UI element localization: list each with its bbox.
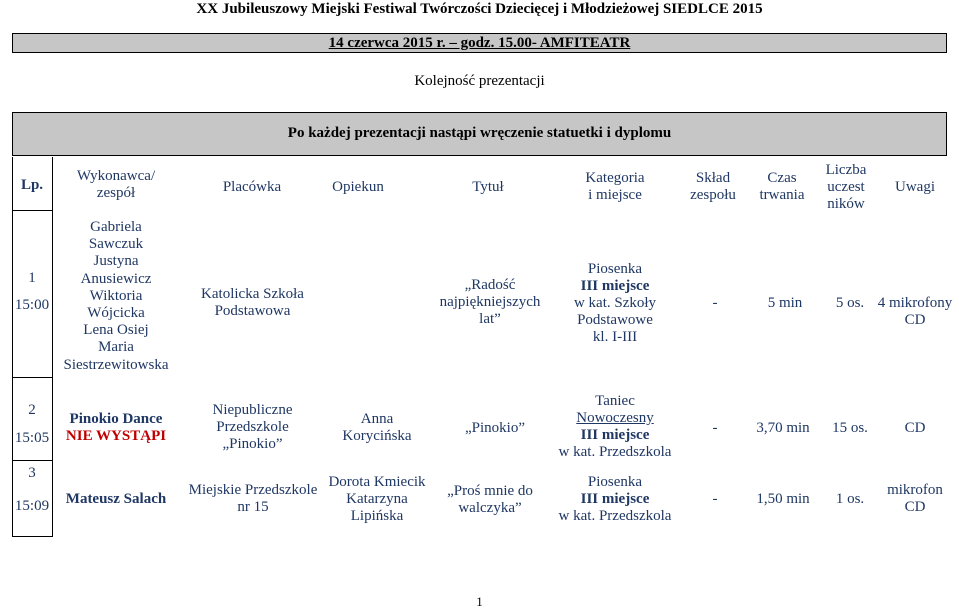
- header-sklad-line1: Skład: [695, 170, 731, 186]
- header-sklad-line2: zespołu: [690, 187, 736, 203]
- table-row-1-sklad: -: [712, 295, 718, 311]
- performer-line: Wójcicka: [87, 305, 145, 322]
- header-czas-line2: trwania: [759, 187, 805, 203]
- performer-line: Gabriela: [90, 219, 142, 235]
- header-placowka: Placówka: [222, 179, 282, 195]
- header-czas: [752, 170, 812, 204]
- table-row-1-tytul: [425, 277, 555, 328]
- performer-line: Pinokio Dance: [69, 411, 163, 427]
- table-row-3-sklad: -: [712, 491, 718, 507]
- kategoria-line: w kat. Przedszkola: [558, 444, 672, 460]
- table-row-2-tytul: [435, 420, 555, 437]
- uwagi-line: CD: [904, 312, 926, 328]
- table-row-1-placowka: [185, 286, 320, 320]
- table-row-2-performers: [56, 411, 176, 445]
- row-3-time: 15:09: [14, 498, 50, 514]
- kategoria-line: w kat. Szkoły: [573, 295, 657, 311]
- placowka-line: Miejskie Przedszkole: [188, 482, 318, 498]
- row-divider-2: [12, 460, 53, 461]
- opiekun-line: Katarzyna: [346, 491, 408, 507]
- header-liczba-line1: Liczba: [825, 162, 867, 178]
- table-row-1-uwagi: [872, 295, 958, 329]
- note-text: Po każdej prezentacji nastąpi wręczenie statuetki i dyplomu: [287, 125, 672, 141]
- header-tytul: Tytuł: [472, 179, 504, 195]
- table-row-1-lp: [12, 270, 52, 314]
- performer-line: Siestrzewitowska: [63, 356, 169, 373]
- table-row-3-uwagi: [872, 482, 958, 516]
- placowka-line: Katolicka Szkoła: [201, 286, 304, 302]
- table-row-3-tytul: [430, 483, 550, 517]
- opiekun-line: Anna: [360, 411, 394, 427]
- kategoria-place: III miejsce: [580, 491, 650, 507]
- kategoria-line: Taniec: [595, 393, 635, 409]
- table-row-2-lp: [12, 402, 52, 447]
- header-uwagi: Uwagi: [895, 179, 935, 195]
- placowka-line: nr 15: [237, 499, 269, 515]
- placowka-line: „Pinokio”: [222, 436, 283, 452]
- table-row-2-sklad: -: [712, 420, 718, 436]
- kategoria-line: Piosenka: [587, 474, 643, 490]
- order-label: Kolejność prezentacji: [414, 73, 545, 89]
- table-row-2-placowka: [180, 402, 325, 453]
- placowka-line: Niepubliczne: [212, 402, 293, 418]
- date-text: 14 czerwca 2015 r. – godz. 15.00- AMFITEATR: [328, 35, 631, 51]
- table-row-2-kategoria: [552, 393, 678, 461]
- performer-line: Anusiewicz: [80, 270, 152, 287]
- table-row-2-opiekun: [322, 411, 432, 445]
- header-sklad: [678, 170, 748, 204]
- tytul-line: najpiękniejszych: [439, 294, 541, 310]
- tytul-line: walczyka”: [458, 500, 522, 516]
- tytul-line: lat”: [479, 311, 501, 327]
- uwagi-line: CD: [904, 420, 926, 436]
- row-1-time: 15:00: [14, 297, 50, 313]
- performer-line: Justyna: [93, 253, 139, 270]
- table-row-1-czas: 5 min: [767, 295, 803, 311]
- opiekun-line: Dorota Kmiecik: [328, 474, 426, 490]
- placowka-line: Podstawowa: [214, 303, 291, 319]
- kategoria-place: III miejsce: [580, 427, 650, 443]
- opiekun-line: Korycińska: [342, 428, 412, 444]
- header-kategoria-line1: Kategoria: [585, 170, 645, 186]
- header-czas-line1: Czas: [767, 170, 797, 186]
- date-bar: [12, 33, 947, 53]
- tytul-line: „Proś mnie do: [447, 483, 533, 499]
- header-liczba-line2: uczest: [827, 179, 865, 195]
- performer-line: Sawczuk: [88, 236, 144, 253]
- table-row-3-placowka: [178, 482, 328, 516]
- kategoria-line: Nowoczesny: [576, 410, 654, 426]
- tytul-line: „Pinokio”: [465, 420, 525, 436]
- row-divider-1: [12, 377, 53, 378]
- table-row-1-performers: [56, 219, 176, 374]
- opiekun-line: Lipińska: [350, 508, 404, 524]
- note-bar: [12, 112, 947, 156]
- table-row-3-opiekun: [322, 474, 432, 525]
- table-row-1-liczba: 5 os.: [835, 295, 865, 311]
- row-divider-header: [12, 210, 53, 211]
- kategoria-place: III miejsce: [580, 278, 650, 294]
- row-1-number: 1: [28, 270, 36, 286]
- table-row-3-kategoria: [552, 474, 678, 525]
- kategoria-line: Podstawowe: [577, 312, 653, 328]
- table-row-1-kategoria: [555, 261, 675, 346]
- header-kategoria: [560, 170, 670, 204]
- kategoria-line: w kat. Przedszkola: [558, 508, 672, 524]
- performer-line: Maria: [98, 339, 134, 356]
- performer-line: Mateusz Salach: [65, 491, 167, 507]
- table-row-2-uwagi: [872, 420, 958, 437]
- uwagi-line: CD: [904, 499, 926, 515]
- table-row-2-czas: 3,70 min: [756, 420, 810, 436]
- uwagi-line: mikrofon: [887, 482, 943, 498]
- row-3-number: 3: [28, 465, 36, 481]
- header-kategoria-line2: i miejsce: [588, 187, 642, 203]
- placowka-line: Przedszkole: [216, 419, 289, 435]
- table-border-bottom: [12, 536, 53, 537]
- status-badge: NIE WYSTĄPI: [65, 428, 167, 444]
- document-title: XX Jubileuszowy Miejski Festiwal Twórczości Dziecięcej i Młodzieżowej SIEDLCE 2015: [196, 1, 763, 17]
- uwagi-line: 4 mikrofony: [877, 295, 953, 311]
- header-lp: Lp.: [20, 177, 44, 193]
- table-row-3-performers: [56, 491, 176, 508]
- header-liczba: [816, 162, 876, 213]
- kategoria-line: Piosenka: [587, 261, 643, 277]
- tytul-line: „Radość: [464, 277, 516, 293]
- kategoria-line: kl. I-III: [592, 329, 638, 345]
- table-row-3-liczba: 1 os.: [835, 491, 865, 507]
- table-row-2-liczba: 15 os.: [832, 420, 868, 436]
- row-2-time: 15:05: [14, 430, 50, 446]
- header-wykonawca-line1: Wykonawca/: [76, 168, 156, 184]
- table-row-3-czas: 1,50 min: [756, 491, 810, 507]
- column-divider-lp: [52, 157, 53, 537]
- row-2-number: 2: [28, 402, 36, 418]
- performer-line: Lena Osiej: [83, 322, 149, 339]
- header-opiekun: Opiekun: [332, 179, 384, 195]
- header-liczba-line3: ników: [827, 196, 865, 212]
- performer-line: Wiktoria: [89, 287, 143, 304]
- header-wykonawca-line2: zespół: [96, 185, 136, 201]
- page-number: 1: [476, 594, 483, 609]
- header-wykonawca: [56, 168, 176, 202]
- table-row-3-lp: [12, 465, 52, 515]
